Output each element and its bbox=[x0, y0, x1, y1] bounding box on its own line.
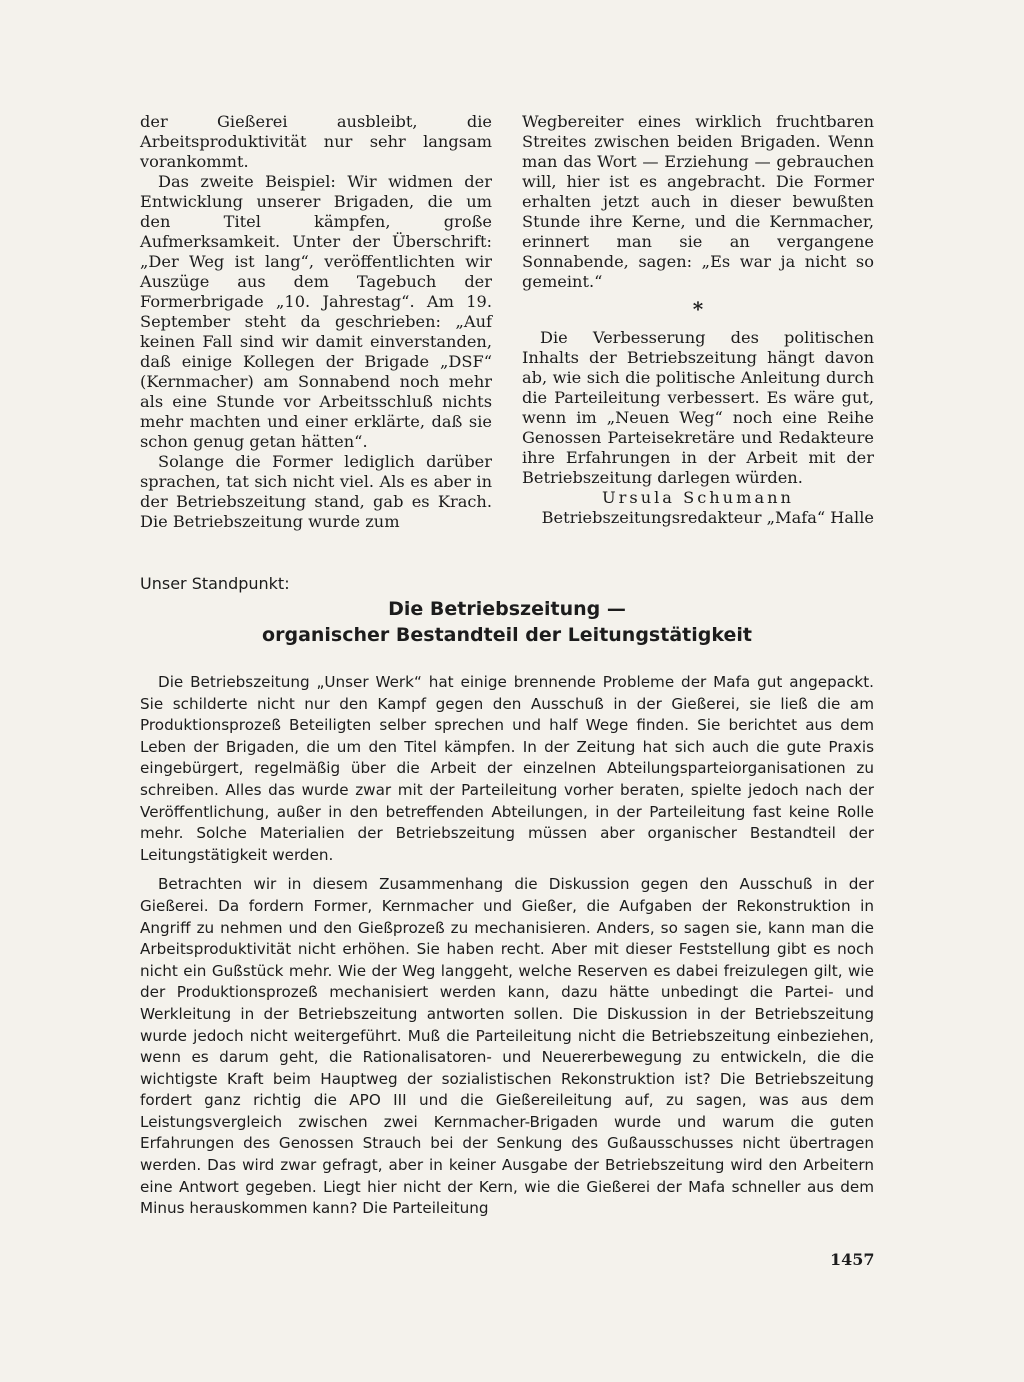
article-body bbox=[140, 672, 874, 1228]
author-name: Ursula Schumann bbox=[602, 488, 794, 507]
right-column bbox=[522, 112, 874, 528]
left-column bbox=[140, 112, 492, 532]
headline-line-1: Die Betriebszeitung — bbox=[388, 598, 626, 620]
article-headline bbox=[140, 596, 874, 648]
right-paragraph-1: Wegbereiter eines wirklich fruchtbaren Streites zwischen beiden Brigaden. Wenn man das Wort — Erziehung — gebrauchen will, hier ist es angebracht. Die Former erhalten jetzt auch in dieser bewußten Stunde ihre Kerne, und die Kernmacher, erinnert man sie an vergangene Sonnabende, sagen: „Es war ja nicht so gemeint.“ bbox=[522, 112, 874, 291]
section-label: Unser Standpunkt: bbox=[140, 574, 290, 593]
left-paragraph-2: Das zweite Beispiel: Wir widmen der Entwicklung unserer Brigaden, die um den Titel kämpfen, große Aufmerksamkeit. Unter der Überschrift: „Der Weg ist lang“, veröffentlichten wir Auszüge aus dem Tagebuch der Formerbrigade „10. Jahrestag“. Am 19. September steht da geschrieben: „Auf keinen Fall sind wir damit einverstanden, daß einige Kollegen der Brigade „DSF“ (Kernmacher) am Sonnabend noch mehr als eine Stunde vor Arbeitsschluß nichts mehr machten und einer erklärte, daß sie schon genug getan hätten“. bbox=[140, 172, 492, 451]
article-paragraph-2: Betrachten wir in diesem Zusammenhang die Diskussion gegen den Ausschuß in der Gießerei. Da fordern Former, Kernmacher und Gießer, die Aufgaben der Rekonstruktion in Angriff zu nehmen und den Gießprozeß zu mechanisieren. Anders, so sagen sie, kann man die Arbeitsproduktivität nicht erhöhen. Sie haben recht. Aber mit dieser Feststellung gibt es noch nicht ein Gußstück mehr. Wie der Weg langgeht, welche Reserven es dabei freizulegen gilt, wie der Produktionsprozeß mechanisiert werden kann, dazu hätte unbedingt die Partei- und Werkleitung in der Betriebszeitung antworten sollen. Die Diskussion in der Betriebszeitung wurde jedoch nicht weitergeführt. Muß die Parteileitung nicht die Betriebszeitung einbeziehen, wenn es darum geht, die Rationalisatoren- und Neuererbewegung zu entwickeln, die die wichtigste Kraft beim Hauptweg der sozialistischen Rekonstruktion ist? Die Betriebszeitung fordert ganz richtig die APO III und die Gießereileitung auf, zu sagen, was aus dem Leistungsvergleich zwischen zwei Kernmacher-Brigaden wurde und warum die guten Erfahrungen des Genossen Strauch bei der Senkung des Gußausschusses nicht übertragen werden. Das wird zwar gefragt, aber in keiner Ausgabe der Betriebszeitung wird den Arbeitern eine Antwort gegeben. Liegt hier nicht der Kern, wie die Gießerei der Mafa schneller aus dem Minus herauskommen kann? Die Parteileitung bbox=[140, 875, 874, 1218]
left-paragraph-1: der Gießerei ausbleibt, die Arbeitsproduktivität nur sehr langsam vorankommt. bbox=[140, 112, 492, 171]
right-paragraph-2: Die Verbesserung des politischen Inhalts der Betriebszeitung hängt davon ab, wie sich die politische Anleitung durch die Parteileitung verbessert. Es wäre gut, wenn im „Neuen Weg“ noch eine Reihe Genossen Parteisekretäre und Redakteure ihre Erfahrungen in der Arbeit mit der Betriebszeitung darlegen würden. bbox=[522, 328, 874, 487]
page-number: 1457 bbox=[830, 1250, 875, 1269]
headline-line-2: organischer Bestandteil der Leitungstätigkeit bbox=[262, 624, 752, 646]
section-separator: * bbox=[692, 297, 704, 321]
left-paragraph-3: Solange die Former lediglich darüber sprachen, tat sich nicht viel. Als es aber in der Betriebszeitung stand, gab es Krach. Die Betriebszeitung wurde zum bbox=[140, 452, 492, 531]
article-paragraph-1: Die Betriebszeitung „Unser Werk“ hat einige brennende Probleme der Mafa gut angepackt. Sie schilderte nicht nur den Kampf gegen den Ausschuß in der Gießerei, sie ließ die am Produktionsprozeß Beteiligten selber sprechen und half Wege finden. Sie berichtet aus dem Leben der Brigaden, die um den Titel kämpfen. In der Zeitung hat sich auch die gute Praxis eingebürgert, regelmäßig über die Arbeit der einzelnen Abteilungsparteiorganisationen zu schreiben. Alles das wurde zwar mit der Parteileitung vorher beraten, spielte jedoch nach der Veröffentlichung, außer in den betreffenden Abteilungen, in der Parteileitung fast keine Rolle mehr. Solche Materialien der Betriebszeitung müssen aber organischer Bestandteil der Leitungstätigkeit werden. bbox=[140, 673, 874, 864]
author-role: Betriebszeitungsredakteur „Mafa“ Halle bbox=[541, 508, 874, 527]
